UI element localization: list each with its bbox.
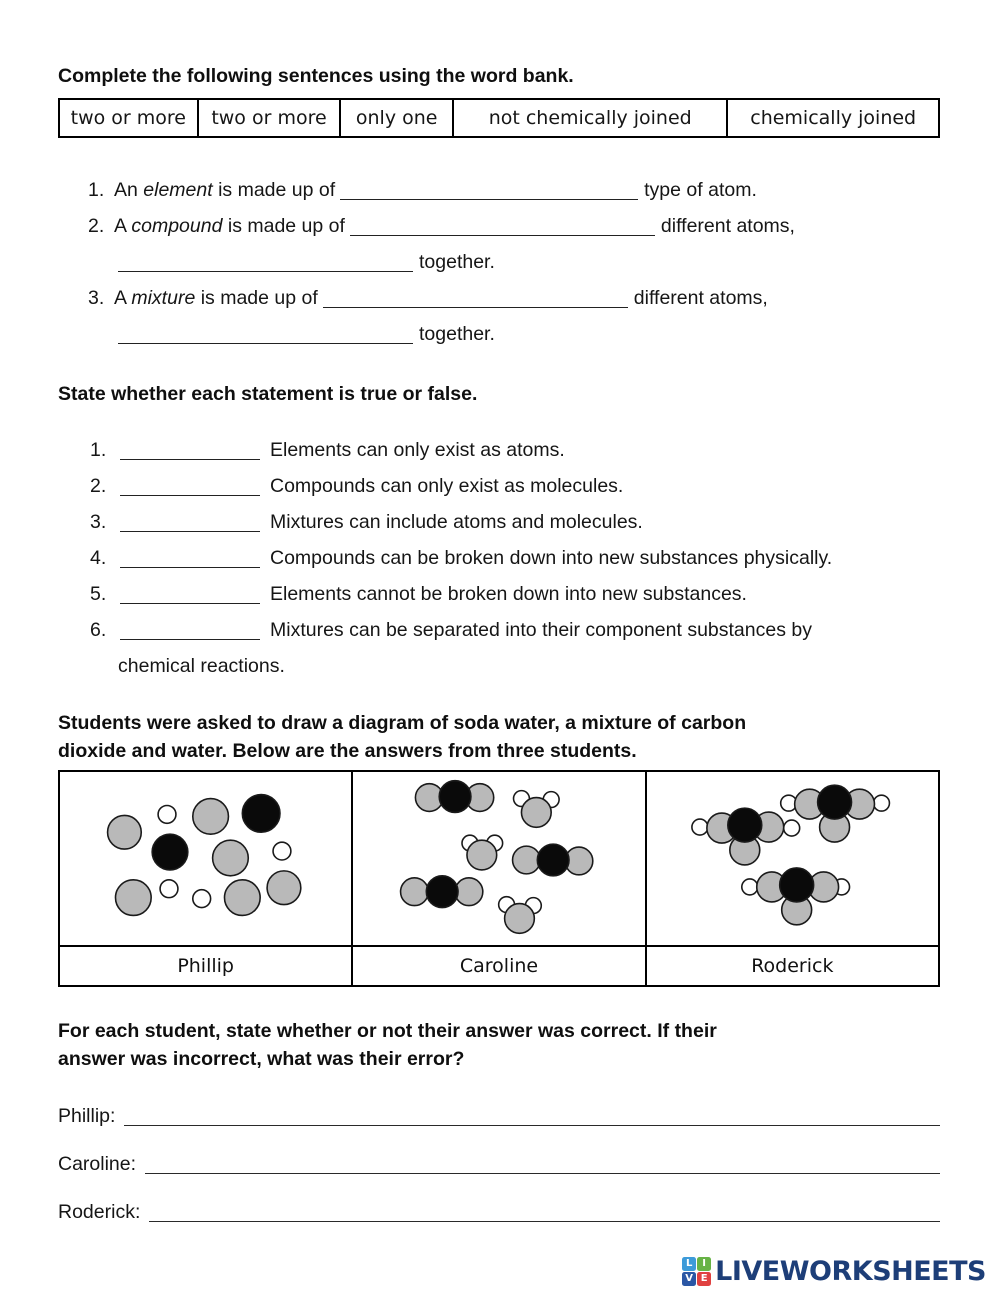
tf-item-3: 3. Mixtures can include atoms and molecules. bbox=[90, 511, 643, 533]
tf-item-4: 4. Compounds can be broken down into new substances physically. bbox=[90, 547, 833, 569]
answer-label: Roderick: bbox=[58, 1201, 141, 1223]
fill-blank[interactable] bbox=[340, 186, 638, 200]
tf-blank[interactable] bbox=[120, 482, 260, 496]
answer-blank-caroline[interactable] bbox=[145, 1154, 940, 1174]
item-number: 1. bbox=[88, 179, 105, 201]
answer-label: Caroline: bbox=[58, 1153, 137, 1175]
tf-blank[interactable] bbox=[120, 518, 260, 532]
answer-blank-roderick[interactable] bbox=[149, 1202, 940, 1222]
answer-blank-phillip[interactable] bbox=[124, 1106, 940, 1126]
answer-row-caroline bbox=[58, 1151, 940, 1177]
student-diagrams-table bbox=[58, 770, 940, 987]
item-number: 2. bbox=[88, 215, 105, 237]
fill-blank[interactable] bbox=[118, 258, 413, 272]
liveworksheets-logo-icon: L I V E bbox=[682, 1257, 711, 1286]
caroline-diagram bbox=[353, 772, 644, 945]
student-name-label: Roderick bbox=[646, 946, 939, 986]
tf-item-2: 2. Compounds can only exist as molecules. bbox=[90, 475, 624, 497]
word-bank-cell: two or more bbox=[59, 99, 198, 137]
evaluation-heading: For each student, state whether or not their answer was correct. If their answer was incorrect, what was their error? bbox=[58, 1020, 717, 1070]
answer-row-roderick bbox=[58, 1199, 940, 1225]
fill-sentence-1: 1. An element is made up of type of atom. bbox=[88, 172, 940, 208]
tf-blank[interactable] bbox=[120, 446, 260, 460]
tf-item-6: 6. Mixtures can be separated into their component substances by bbox=[90, 619, 812, 641]
true-false-list bbox=[58, 432, 940, 684]
students-heading: Students were asked to draw a diagram of soda water, a mixture of carbon dioxide and water. Below are the answers from three students. bbox=[58, 712, 747, 762]
caroline-diagram-cell bbox=[352, 771, 645, 946]
answer-lines bbox=[58, 1103, 940, 1225]
fill-sentence-2: 2. A compound is made up of different atoms, bbox=[88, 208, 940, 244]
roderick-diagram-cell bbox=[646, 771, 939, 946]
word-bank-cell: two or more bbox=[198, 99, 341, 137]
fill-sentence-3: 3. A mixture is made up of different atoms, bbox=[88, 280, 940, 316]
fill-sentence-2-cont: together. bbox=[118, 244, 940, 280]
word-bank-cell: chemically joined bbox=[727, 99, 939, 137]
tf-blank[interactable] bbox=[120, 554, 260, 568]
item-number: 3. bbox=[88, 287, 105, 309]
italic-term: compound bbox=[131, 215, 223, 237]
student-name-label: Phillip bbox=[59, 946, 352, 986]
tf-item-1: 1. Elements can only exist as atoms. bbox=[90, 439, 565, 461]
liveworksheets-logo bbox=[682, 1256, 986, 1287]
fill-blank[interactable] bbox=[323, 294, 628, 308]
tf-item-6-cont: chemical reactions. bbox=[118, 655, 285, 677]
tf-item-5: 5. Elements cannot be broken down into new substances. bbox=[90, 583, 747, 605]
roderick-diagram bbox=[647, 772, 938, 945]
fill-sentence-list bbox=[58, 172, 940, 352]
student-name-label: Caroline bbox=[352, 946, 645, 986]
italic-term: mixture bbox=[131, 287, 196, 309]
answer-label: Phillip: bbox=[58, 1105, 116, 1127]
phillip-diagram-cell bbox=[59, 771, 352, 946]
fill-sentence-3-cont: together. bbox=[118, 316, 940, 352]
fill-blank[interactable] bbox=[350, 222, 655, 236]
italic-term: element bbox=[143, 179, 213, 201]
fill-blank[interactable] bbox=[118, 330, 413, 344]
word-bank-heading: Complete the following sentences using the word bank. bbox=[58, 65, 574, 87]
tf-blank[interactable] bbox=[120, 626, 260, 640]
word-bank-cell: not chemically joined bbox=[453, 99, 727, 137]
answer-row-phillip bbox=[58, 1103, 940, 1129]
word-bank-table bbox=[58, 98, 940, 138]
liveworksheets-logo-text: LIVEWORKSHEETS bbox=[715, 1256, 986, 1287]
tf-blank[interactable] bbox=[120, 590, 260, 604]
phillip-diagram bbox=[60, 772, 351, 945]
word-bank-cell: only one bbox=[340, 99, 453, 137]
true-false-heading: State whether each statement is true or false. bbox=[58, 383, 478, 405]
